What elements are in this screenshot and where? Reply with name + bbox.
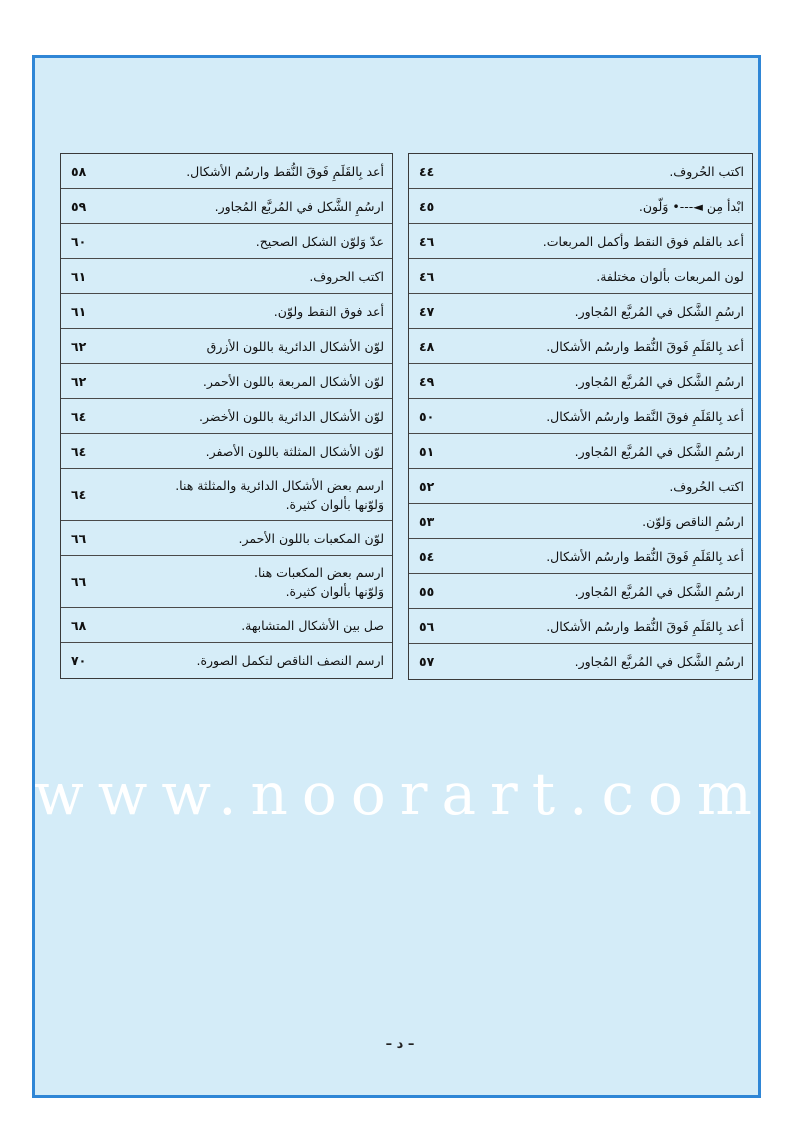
toc-entry — [61, 643, 392, 678]
toc-entry — [61, 521, 392, 556]
toc-entry-title: ارسُمِ الشَّكل في المُربَّع المُجاور. — [214, 198, 384, 214]
toc-entry — [409, 224, 752, 259]
toc-entry — [61, 224, 392, 259]
toc-entry — [409, 189, 752, 224]
toc-entry-title: ابْدأ مِن ◄---• وَلّون. — [638, 198, 744, 214]
toc-entry-page: ٥٨ — [71, 163, 87, 179]
toc-entry-page: ٦٠ — [71, 233, 87, 249]
toc-entry-title: أعد بِالقَلَمِ فَوقَ النُّقط وارسُم الأشكال. — [186, 163, 384, 179]
toc-entry — [61, 469, 392, 521]
toc-entry-page: ٦٢ — [71, 373, 87, 389]
toc-entry-page: ٤٤ — [419, 163, 435, 179]
toc-entry — [61, 294, 392, 329]
toc-entry — [409, 539, 752, 574]
toc-entry-title: ارسُمِ الشَّكل في المُربَّع المُجاور. — [574, 373, 744, 389]
toc-entry — [409, 364, 752, 399]
toc-entry-page: ٤٩ — [419, 373, 435, 389]
toc-entry-title: لوّن الأشكال الدائرية باللون الأزرق — [206, 338, 384, 354]
toc-entry-page: ٤٧ — [419, 303, 435, 319]
toc-entry-title: اكتب الحروف. — [309, 268, 384, 284]
toc-entry-page: ٥٩ — [71, 198, 87, 214]
toc-entry-title: أعد بِالقَلَمِ فوقَ النَّقط وارسُم الأشكال. — [546, 408, 744, 424]
toc-entry — [409, 574, 752, 609]
toc-entry — [409, 294, 752, 329]
toc-entry-page: ٥١ — [419, 443, 435, 459]
toc-entry-page: ٥٤ — [419, 548, 435, 564]
toc-entry — [61, 189, 392, 224]
toc-entry-page: ٦٢ — [71, 338, 87, 354]
toc-entry-title: لوّن الأشكال المثلثة باللون الأصفر. — [205, 443, 384, 459]
toc-entry — [409, 154, 752, 189]
toc-entry-title: اكتب الحُروف. — [669, 163, 744, 179]
toc-entry-title: لوّن الأشكال الدائرية باللون الأخضر. — [199, 408, 384, 424]
toc-entry-page: ٥٢ — [419, 478, 435, 494]
toc-entry — [409, 469, 752, 504]
toc-entry — [61, 329, 392, 364]
toc-entry-page: ٦٤ — [71, 408, 87, 424]
toc-entry-title: ارسُمِ الشَّكل في المُربَّع المُجاور. — [574, 583, 744, 599]
toc-entry-title: لوّن الأشكال المربعة باللون الأحمر. — [202, 373, 384, 389]
toc-entry — [409, 609, 752, 644]
toc-entry-page: ٦١ — [71, 303, 87, 319]
toc-entry-title: ارسُمِ الشَّكل في المُربَّع المُجاور. — [574, 654, 744, 669]
toc-table-right — [408, 153, 753, 680]
page-number: – د – — [385, 1037, 415, 1052]
toc-entry — [409, 644, 752, 679]
toc-entry-page: ٥٣ — [419, 513, 435, 529]
toc-entry-page: ٥٦ — [419, 618, 435, 634]
toc-entry-title: ارسم النصف الناقص لتكمل الصورة. — [196, 653, 384, 668]
toc-table-left — [60, 153, 393, 679]
toc-entry-title: لوّن المكعبات باللون الأحمر. — [238, 530, 384, 546]
toc-entry-title: أعد بالقلم فوق النقط وأكمل المربعات. — [542, 233, 744, 249]
toc-entry-title: أعد بِالقَلَمِ فَوقَ النُّقط وارسُم الأشكال. — [546, 548, 744, 564]
toc-entry-page: ٥٠ — [419, 408, 435, 424]
toc-entry-title: صل بين الأشكال المتشابهة. — [241, 617, 384, 633]
toc-entry — [61, 259, 392, 294]
toc-entry-page: ٤٨ — [419, 338, 435, 354]
toc-entry-page: ٦١ — [71, 268, 87, 284]
toc-entry — [61, 154, 392, 189]
toc-entry-title: ارسم بعض الأشكال الدائرية والمثلثة هنا. وَلوّنها بألوان كثيرة. — [175, 477, 384, 512]
toc-entry — [409, 399, 752, 434]
toc-entry-title: ارسُمِ الناقص وَلوّن. — [642, 513, 744, 529]
toc-entry — [409, 434, 752, 469]
toc-entry-page: ٦٨ — [71, 617, 87, 633]
toc-entry-page: ٦٤ — [71, 487, 87, 502]
toc-entry-page: ٧٠ — [71, 653, 87, 668]
toc-entry — [409, 259, 752, 294]
toc-entry-title: أعد بِالقَلَمِ فَوقَ النُّقط وارسُم الأشكال. — [546, 338, 744, 354]
toc-entry-page: ٦٦ — [71, 530, 87, 546]
toc-entry-title: أعد فوق النقط ولوّن. — [273, 303, 384, 319]
toc-entry-page: ٦٤ — [71, 443, 87, 459]
toc-entry-title: ارسُمِ الشَّكل في المُربَّع المُجاور. — [574, 443, 744, 459]
toc-entry-page: ٥٧ — [419, 654, 435, 669]
toc-entry-title: ارسم بعض المكعبات هنا. وَلوّنها بألوان كثيرة. — [254, 564, 384, 599]
toc-entry — [61, 364, 392, 399]
toc-entry — [409, 504, 752, 539]
toc-entry — [61, 556, 392, 608]
toc-entry-title: ارسُمِ الشَّكل في المُربَّع المُجاور. — [574, 303, 744, 319]
toc-entry-page: ٦٦ — [71, 574, 87, 589]
toc-entry-title: لون المربعات بألوان مختلفة. — [596, 268, 744, 284]
toc-entry — [409, 329, 752, 364]
toc-entry-title: عدّ وَلوّن الشكل الصحيح. — [255, 233, 384, 249]
toc-entry-page: ٤٥ — [419, 198, 435, 214]
toc-entry — [61, 399, 392, 434]
toc-entry-page: ٤٦ — [419, 233, 435, 249]
toc-entry-title: اكتب الحُروف. — [669, 478, 744, 494]
toc-entry-page: ٥٥ — [419, 583, 435, 599]
watermark: www.noorart.com — [34, 760, 766, 828]
toc-entry-title: أعد بِالقَلَمِ فَوقَ النُّقط وارسُم الأشكال. — [546, 618, 744, 634]
toc-entry — [61, 608, 392, 643]
toc-entry — [61, 434, 392, 469]
toc-entry-page: ٤٦ — [419, 268, 435, 284]
